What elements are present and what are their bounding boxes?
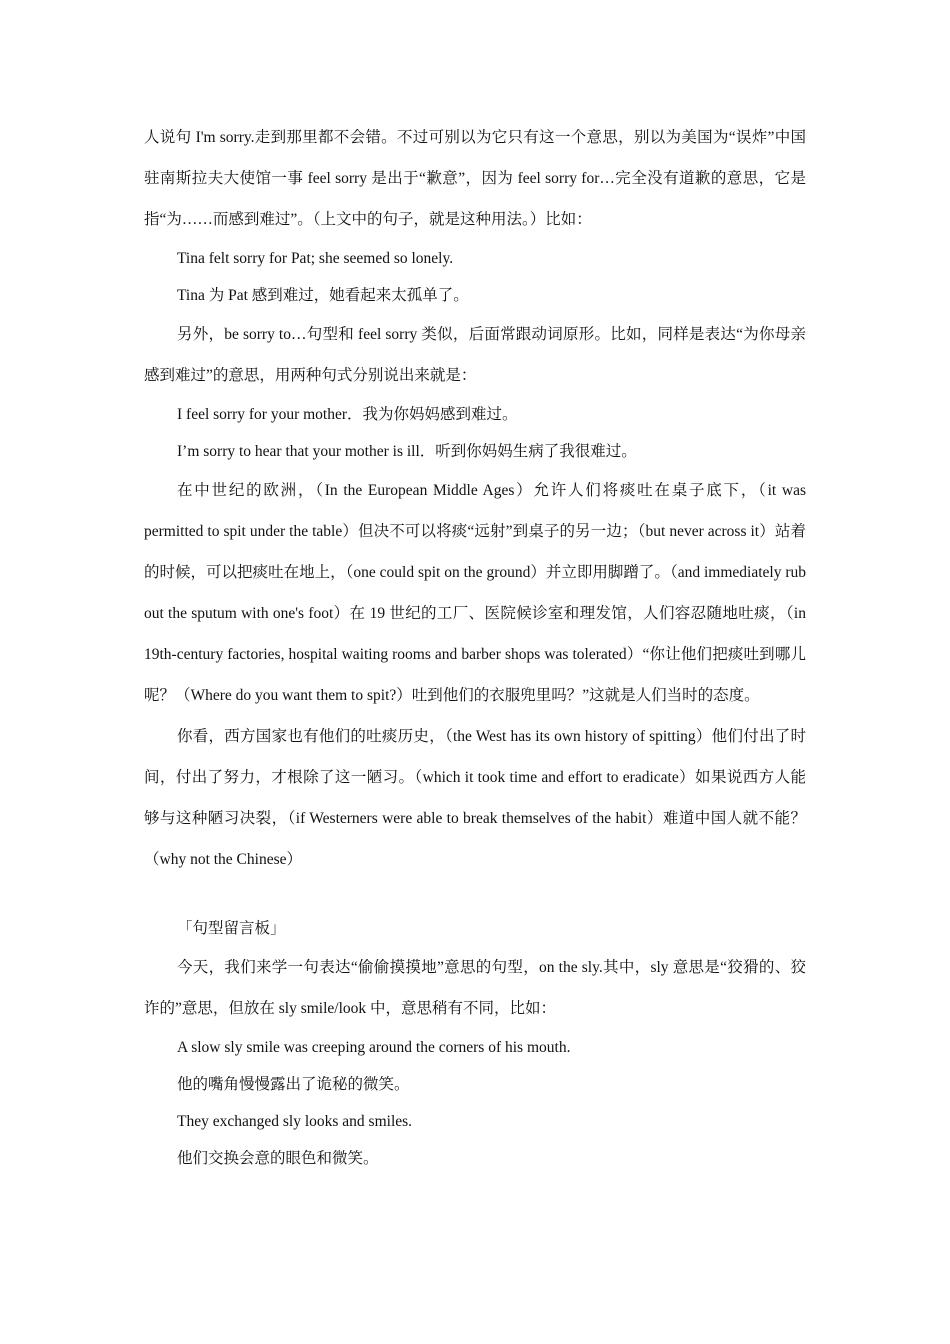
paragraph-west-history: 你看，西方国家也有他们的吐痰历史，（the West has its own history of spitting）他们付出了时间，付出了努力，才根除了这一陋习。（which it took time and effort to eradicate）如果说西方人能够与这种陋习决裂，（if Westerners were able to break themselves of the habit）难道中国人就不能？（why not the Chinese） xyxy=(144,728,806,868)
example-sentence-zh: Tina 为 Pat 感到难过，她看起来太孤单了。 xyxy=(177,287,469,304)
example-sentence-zh: 他的嘴角慢慢露出了诡秘的微笑。 xyxy=(177,1076,410,1093)
example-sentence-en: They exchanged sly looks and smiles. xyxy=(177,1113,413,1130)
document-page xyxy=(144,0,806,1344)
paragraph-middle-ages: 在中世纪的欧洲，（In the European Middle Ages）允许人们将痰吐在桌子底下，（it was permitted to spit under the table）但决不可以将痰“远射”到桌子的另一边；（but never across it）站着的时候，可以把痰吐在地上，（one could spit on the ground）并立即用脚蹭了。（and immediately rub out the sputum with one's foot）在 19 世纪的工厂、医院候诊室和理发馆，人们容忍随地吐痰，（in 19th-century factories, hospital waiting rooms and barber shops was tolerated）“你让他们把痰吐到哪儿呢？（Where do you want them to spit?）吐到他们的衣服兜里吗？”这就是人们当时的态度。 xyxy=(144,482,806,704)
example-sentence-2: I’m sorry to hear that your mother is ill．听到你妈妈生病了我很难过。 xyxy=(177,443,637,460)
document-body xyxy=(144,117,806,1177)
example-sentence-en: A slow sly smile was creeping around the corners of his mouth. xyxy=(177,1039,571,1056)
section-spacer xyxy=(144,880,806,910)
paragraph-feel-sorry: 人说句 I'm sorry.走到那里都不会错。不过可别以为它只有这一个意思，别以为美国为“误炸”中国驻南斯拉夫大使馆一事 feel sorry 是出于“歉意”，因为 feel sorry for…完全没有道歉的意思，它是指“为……而感到难过”。（上文中的句子，就是这种用法。）比如： xyxy=(144,129,806,228)
paragraph-be-sorry-to: 另外，be sorry to…句型和 feel sorry 类似，后面常跟动词原形。比如，同样是表达“为你母亲感到难过”的意思，用两种句式分别说出来就是： xyxy=(144,326,806,384)
example-sentence-en: Tina felt sorry for Pat; she seemed so lonely. xyxy=(177,250,454,267)
paragraph-on-the-sly: 今天，我们来学一句表达“偷偷摸摸地”意思的句型，on the sly.其中，sly 意思是“狡猾的、狡诈的”意思，但放在 sly smile/look 中，意思稍有不同，比如： xyxy=(144,959,806,1017)
example-sentence-1: I feel sorry for your mother．我为你妈妈感到难过。 xyxy=(177,406,518,423)
section-title: 「句型留言板」 xyxy=(177,920,286,937)
example-sentence-zh: 他们交换会意的眼色和微笑。 xyxy=(177,1150,379,1167)
